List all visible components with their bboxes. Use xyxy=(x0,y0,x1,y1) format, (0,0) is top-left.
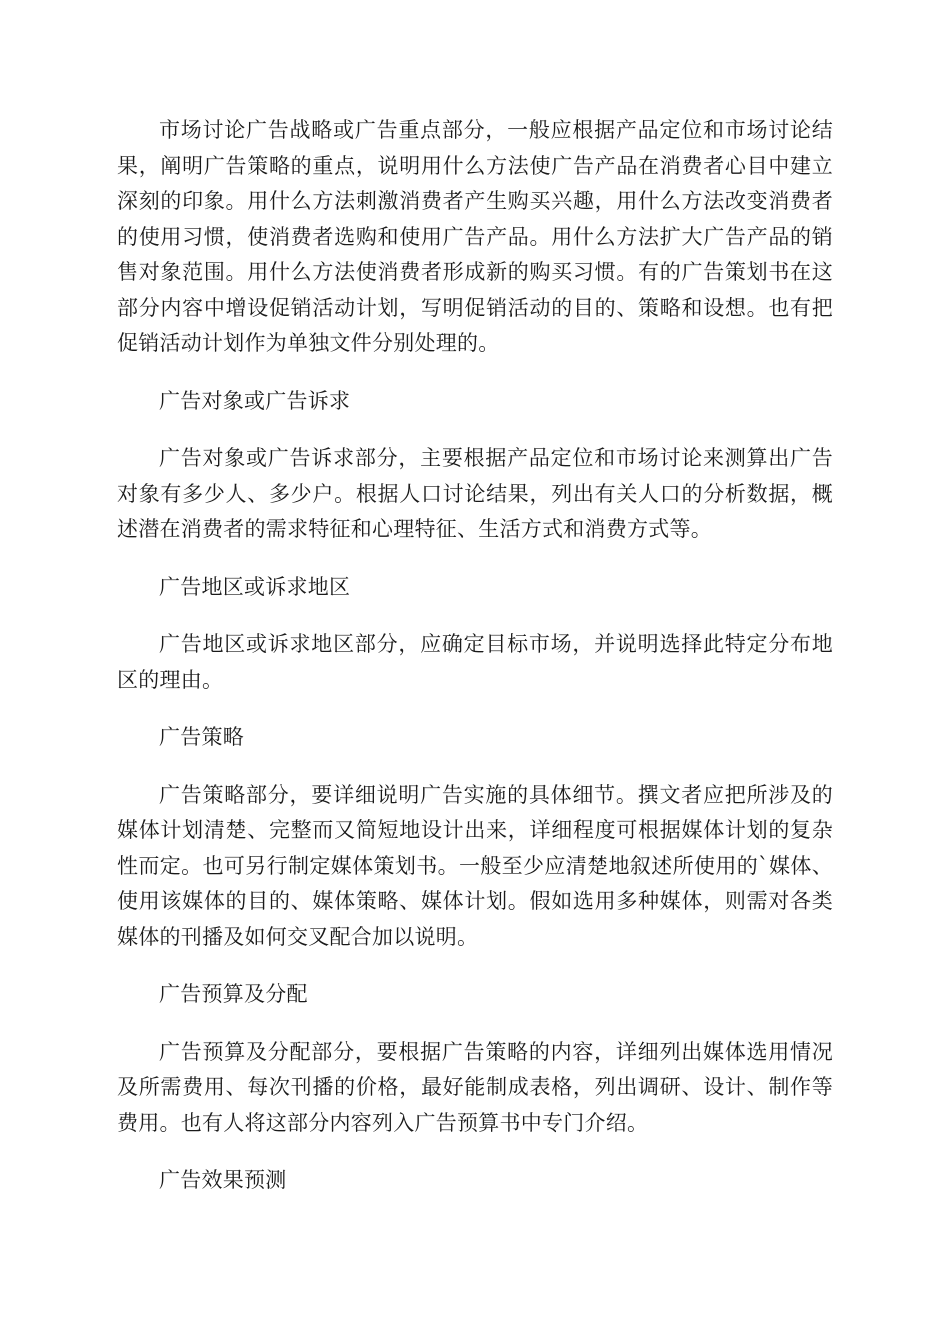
paragraph-ad-strategy: 广告策略部分，要详细说明广告实施的具体细节。撰文者应把所涉及的媒体计划清楚、完整而又简短地设计出来，详细程度可根据媒体计划的复杂性而定。也可另行制定媒体策划书。一般至少应清楚地叙述所使用的`媒体、使用该媒体的目的、媒体策略、媒体计划。假如选用多种媒体，则需对各类媒体的刊播及如何交叉配合加以说明。 xyxy=(117,782,833,949)
heading-ad-target: 广告对象或广告诉求 xyxy=(159,388,351,413)
heading-ad-strategy: 广告策略 xyxy=(159,725,244,749)
heading-ad-budget: 广告预算及分配 xyxy=(159,982,308,1006)
paragraph-ad-target: 广告对象或广告诉求部分，主要根据产品定位和市场讨论来测算出广告对象有多少人、多少户。根据人口讨论结果，列出有关人口的分析数据，概述潜在消费者的需求特征和心理特征、生活方式和消费方式等。 xyxy=(117,446,833,541)
heading-ad-effect-forecast: 广告效果预测 xyxy=(159,1168,287,1192)
heading-ad-region: 广告地区或诉求地区 xyxy=(159,574,351,599)
paragraph-ad-strategy-focus: 市场讨论广告战略或广告重点部分，一般应根据产品定位和市场讨论结果，阐明广告策略的重点，说明用什么方法使广告产品在消费者心目中建立深刻的印象。用什么方法刺激消费者产生购买兴趣，用什么方法改变消费者的使用习惯，使消费者选购和使用广告产品。用什么方法扩大广告产品的销售对象范围。用什么方法使消费者形成新的购买习惯。有的广告策划书在这部分内容中增设促销活动计划，写明促销活动的目的、策略和设想。也有把促销活动计划作为单独文件分别处理的。 xyxy=(117,118,833,355)
paragraph-ad-region: 广告地区或诉求地区部分，应确定目标市场，并说明选择此特定分布地区的理由。 xyxy=(117,632,833,692)
paragraph-ad-budget: 广告预算及分配部分，要根据广告策略的内容，详细列出媒体选用情况及所需费用、每次刊播的价格，最好能制成表格，列出调研、设计、制作等费用。也有人将这部分内容列入广告预算书中专门介绍。 xyxy=(117,1039,833,1135)
document-body xyxy=(117,113,833,1221)
